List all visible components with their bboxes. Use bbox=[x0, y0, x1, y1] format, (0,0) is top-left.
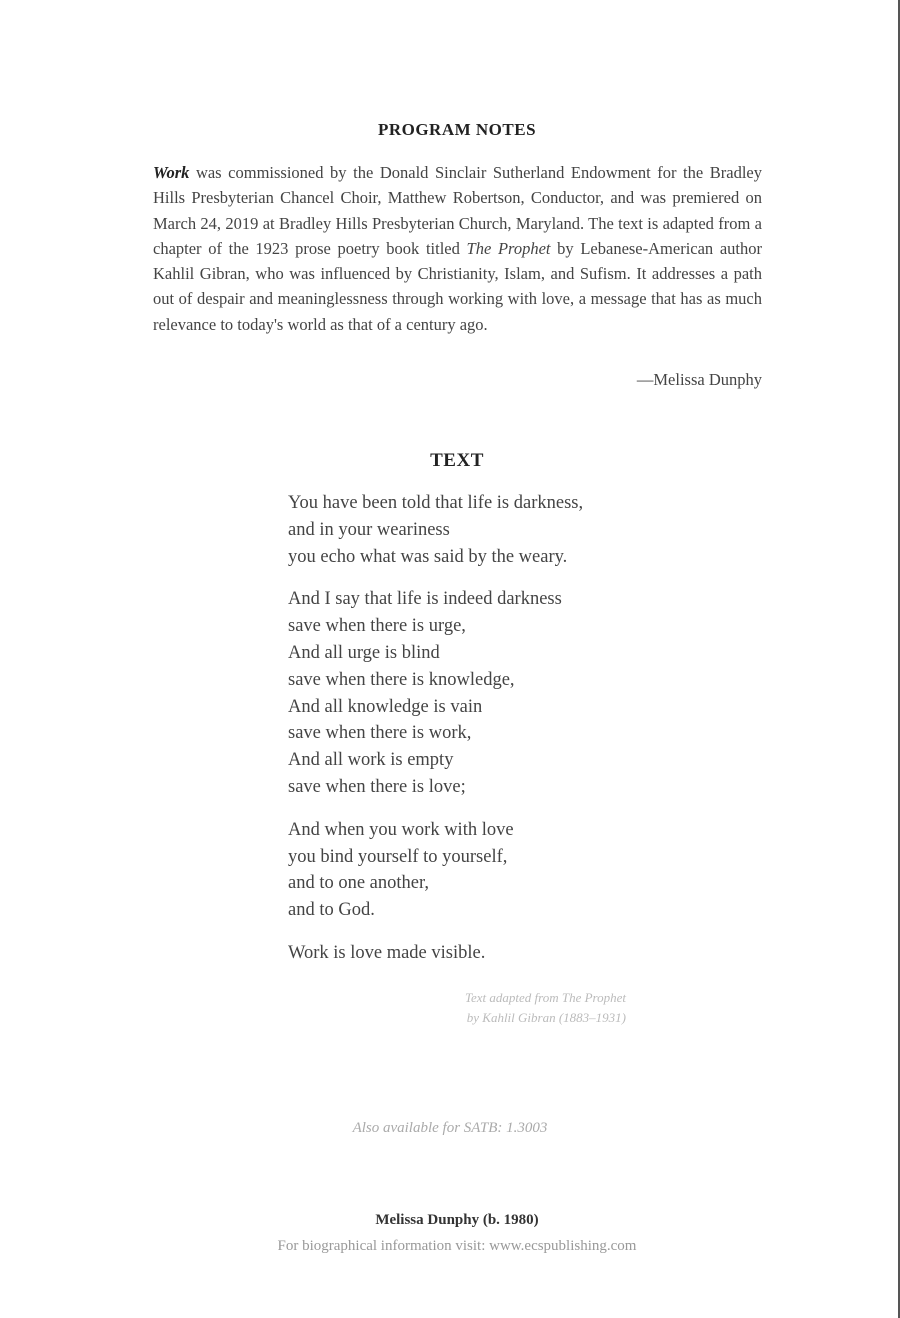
book-title: The Prophet bbox=[466, 238, 551, 258]
text-heading: TEXT bbox=[430, 450, 484, 471]
poem-line: You have been told that life is darkness, bbox=[288, 493, 584, 513]
poem-line: and in your weariness bbox=[288, 519, 450, 540]
poem-line: and to one another, bbox=[288, 873, 430, 894]
poem-line: And all urge is blind bbox=[288, 642, 440, 663]
poem-text bbox=[288, 490, 688, 983]
poem-line: save when there is work, bbox=[288, 723, 472, 744]
program-notes-paragraph bbox=[153, 160, 762, 337]
notes-signature: —Melissa Dunphy bbox=[636, 370, 762, 389]
poem-stanza bbox=[288, 940, 688, 967]
composer-name: Melissa Dunphy (b. 1980) bbox=[375, 1212, 539, 1228]
poem-line: And all work is empty bbox=[288, 750, 454, 771]
poem-line: And I say that life is indeed darkness bbox=[288, 589, 562, 610]
poem-line: And when you work with love bbox=[288, 819, 514, 840]
source-line-1: Text adapted from The Prophet bbox=[464, 990, 626, 1005]
poem-stanza bbox=[288, 586, 688, 800]
poem-line: save when there is love; bbox=[288, 776, 466, 797]
poem-stanza bbox=[288, 490, 688, 570]
biography-link-text: For biographical information visit: www.ecspublishing.com bbox=[277, 1238, 637, 1254]
poem-line: And all knowledge is vain bbox=[288, 696, 483, 717]
work-title: Work bbox=[153, 163, 190, 182]
poem-line: you bind yourself to yourself, bbox=[288, 846, 508, 867]
poem-line: you echo what was said by the weary. bbox=[288, 546, 568, 567]
poem-line: save when there is urge, bbox=[288, 616, 466, 637]
also-available-note: Also available for SATB: 1.3003 bbox=[352, 1120, 548, 1136]
text-source-attribution bbox=[380, 988, 626, 1028]
notes-text-part2: by Lebanese-American author Kahlil Gibran, who was influenced by Christianity, Islam, and Sufism. It addresses a path out of despair and meaninglessness through working with love, a message that has as much relevance to today's world as that of a century ago. bbox=[153, 238, 762, 334]
program-notes-heading: PROGRAM NOTES bbox=[377, 120, 537, 139]
poem-line: and to God. bbox=[288, 900, 375, 921]
source-line-2: by Kahlil Gibran (1883–1931) bbox=[466, 1010, 626, 1025]
poem-line: Work is love made visible. bbox=[288, 942, 486, 963]
poem-stanza bbox=[288, 817, 688, 924]
poem-line: save when there is knowledge, bbox=[288, 669, 515, 690]
notes-text-part1: was commissioned by the Donald Sinclair Sutherland Endowment for the Bradley Hills Presbyterian Chancel Choir, Matthew Robertson, Conductor, and was premiered on March 24, 2019 at Bradley Hills Presbyterian Church, Maryland. The text is adapted from a chapter of the 1923 prose poetry book titled bbox=[153, 163, 762, 258]
